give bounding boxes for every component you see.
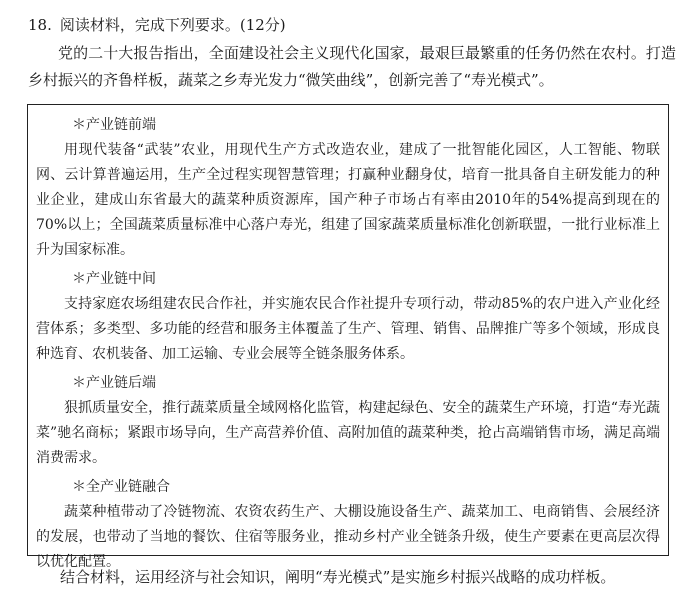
material-box — [27, 104, 669, 570]
task-instruction: 结合材料，运用经济与社会知识，阐明“寿光模式”是实施乡村振兴战略的成功样板。 — [60, 568, 616, 586]
question-header — [28, 14, 286, 36]
section-frontend — [36, 113, 660, 263]
question-prompt: 阅读材料，完成下列要求。(12分) — [59, 16, 286, 34]
section-backend — [36, 371, 660, 471]
question-number: 18. — [28, 16, 52, 34]
section-title: ＊全产业链融合 — [72, 479, 170, 495]
section-text: 蔬菜种植带动了冷链物流、农资农药生产、大棚设施设备生产、蔬菜加工、电商销售、会展经济的发展，也带动了当地的餐饮、住宿等服务业，推动乡村产业全链条升级，使生产要素在更高层次得以优化配置。 — [36, 504, 660, 570]
section-text: 用现代装备“武装”农业，用现代生产方式改造农业，建成了一批智能化园区，人工智能、物联网、云计算普遍运用，生产全过程实现智慧管理；打赢种业翻身仗，培育一批具备自主研发能力的种业企业，建成山东省最大的蔬菜种质资源库，国产种子市场占有率由2010年的54%提高到现在的70%以上；全国蔬菜质量标准中心落户寿光，组建了国家蔬菜质量标准化创新联盟，一批行业标准上升为国家标准。 — [36, 142, 660, 258]
section-title: ＊产业链中间 — [72, 271, 156, 287]
section-title: ＊产业链前端 — [72, 117, 156, 133]
section-title: ＊产业链后端 — [72, 375, 156, 391]
section-middle — [36, 267, 660, 367]
section-integration — [36, 475, 660, 575]
section-text: 狠抓质量安全，推行蔬菜质量全域网格化监管，构建起绿色、安全的蔬菜生产环境，打造“寿光蔬菜”驰名商标；紧跟市场导向，生产高营养价值、高附加值的蔬菜种类，抢占高端销售市场，满足高端消费需求。 — [36, 400, 660, 466]
intro-paragraph: 党的二十大报告指出，全面建设社会主义现代化国家，最艰巨最繁重的任务仍然在农村。打造乡村振兴的齐鲁样板，蔬菜之乡寿光发力“微笑曲线”，创新完善了“寿光模式”。 — [28, 44, 676, 89]
section-text: 支持家庭农场组建农民合作社，并实施农民合作社提升专项行动，带动85%的农户进入产业化经营体系；多类型、多功能的经营和服务主体覆盖了生产、管理、销售、品牌推广等多个领域，形成良种选育、农机装备、加工运输、专业会展等全链条服务体系。 — [36, 296, 660, 362]
